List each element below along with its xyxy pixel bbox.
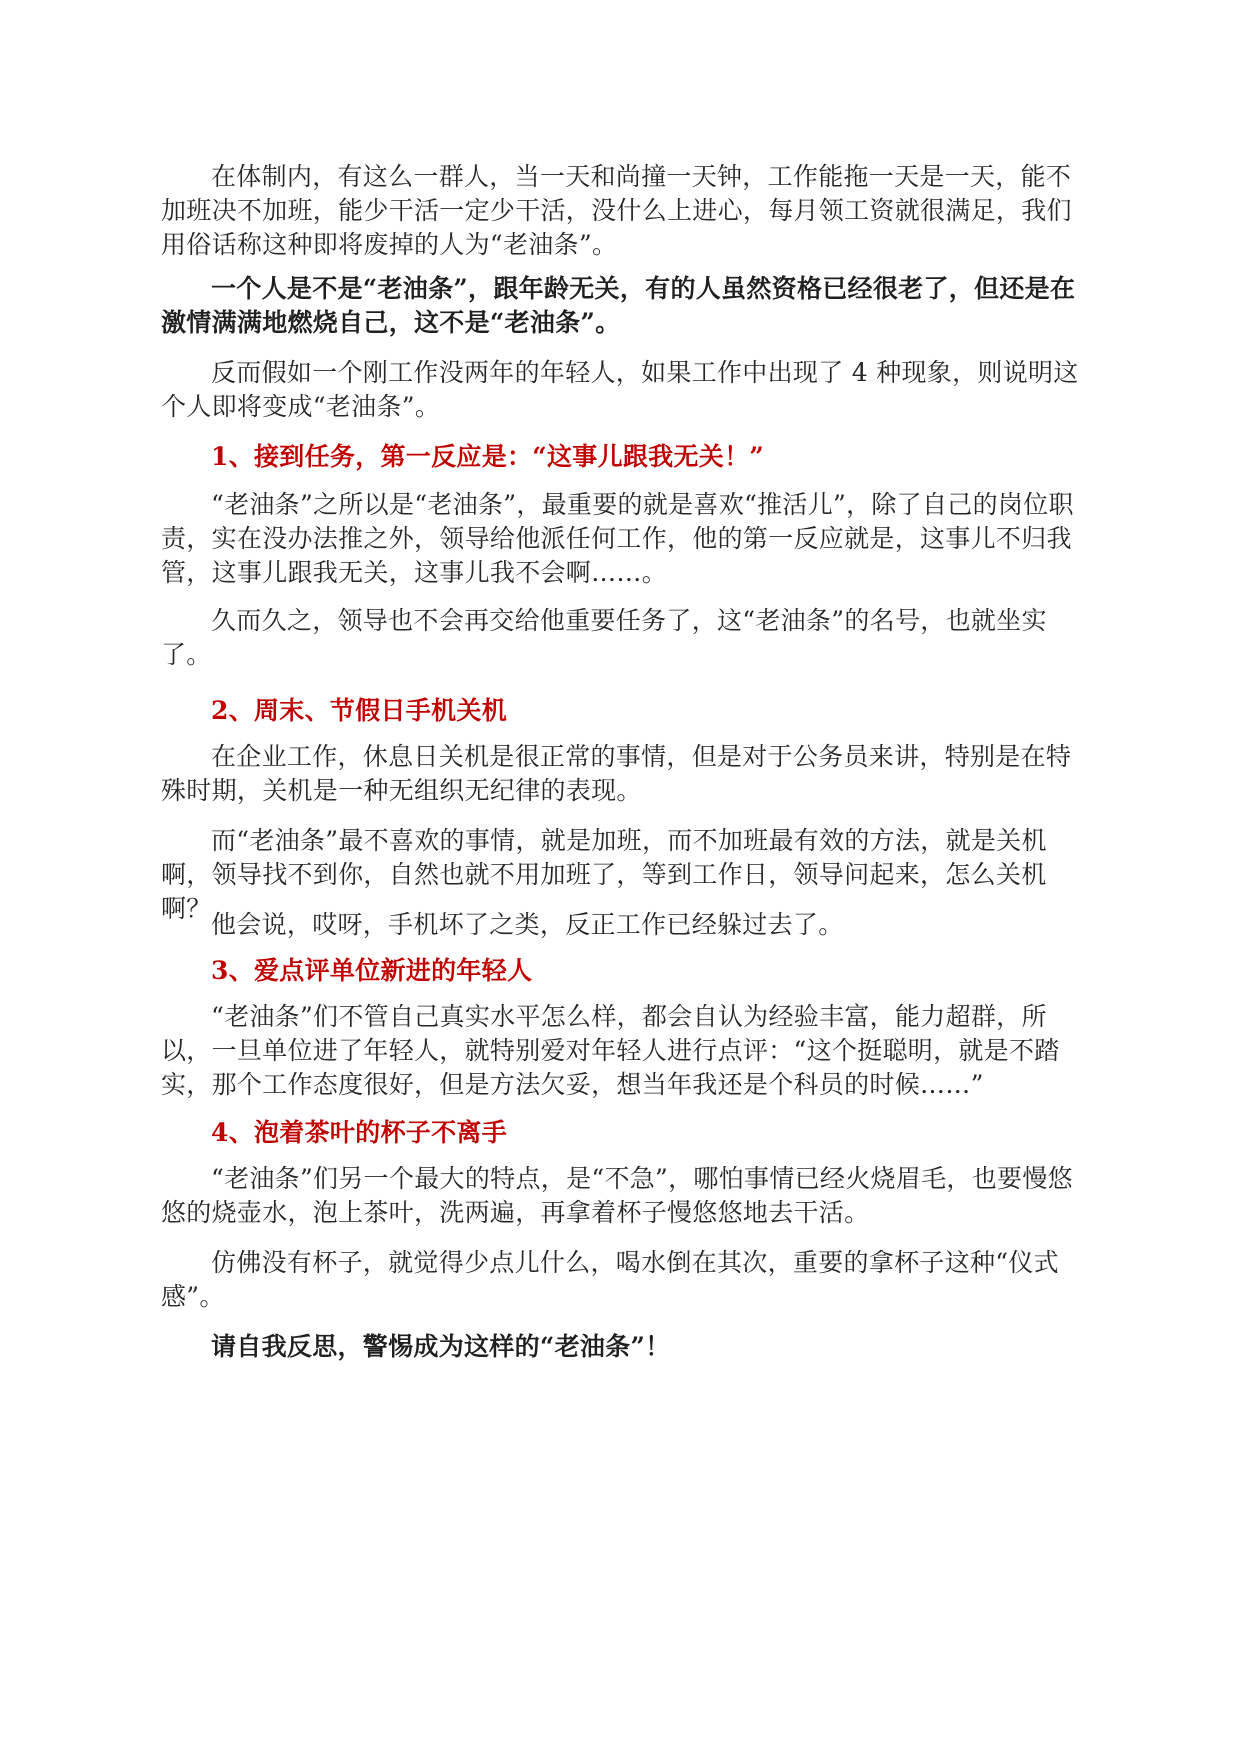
- paragraph-sign-2-result: 他会说，哎呀，手机坏了之类，反正工作已经躲过去了。: [211, 910, 844, 939]
- paragraph-sign-2-detail: 而“老油条”最不喜欢的事情，就是加班，而不加班最有效的方法，就是关机啊，领导找不到你，自然也就不用加班了，等到工作日，领导问起来，怎么关机啊？: [161, 826, 1047, 923]
- paragraph-intro: 在体制内，有这么一群人，当一天和尚撞一天钟，工作能拖一天是一天，能不加班决不加班，能少干活一定少干活，没什么上进心，每月领工资就很满足，我们用俗话称这种即将废掉的人为“老油条”。: [161, 162, 1072, 259]
- heading-sign-2: 2、周末、节假日手机关机: [211, 696, 507, 725]
- paragraph-sign-1-result: 久而久之，领导也不会再交给他重要任务了，这“老油条”的名号，也就坐实了。: [161, 606, 1047, 669]
- heading-sign-4: 4、泡着茶叶的杯子不离手: [211, 1118, 507, 1147]
- heading-sign-1: 1、接到任务，第一反应是：“这事儿跟我无关！”: [211, 442, 765, 471]
- paragraph-sign-3-body: “老油条”们不管自己真实水平怎么样，都会自认为经验丰富，能力超群，所以，一旦单位进了年轻人，就特别爱对年轻人进行点评：“这个挺聪明，就是不踏实，那个工作态度很好，但是方法欠妥，想当年我还是个科员的时候……”: [161, 1002, 1060, 1099]
- paragraph-conclusion: 请自我反思，警惕成为这样的“老油条”！: [211, 1332, 671, 1361]
- paragraph-sign-4-body: “老油条”们另一个最大的特点，是“不急”，哪怕事情已经火烧眉毛，也要慢悠悠的烧壶水，泡上茶叶，洗两遍，再拿着杯子慢悠悠地去干活。: [161, 1164, 1073, 1227]
- paragraph-transition: 反而假如一个刚工作没两年的年轻人，如果工作中出现了 4 种现象，则说明这个人即将变成“老油条”。: [161, 358, 1079, 421]
- heading-sign-3: 3、爱点评单位新进的年轻人: [211, 956, 533, 985]
- paragraph-sign-2-body: 在企业工作，休息日关机是很正常的事情，但是对于公务员来讲，特别是在特殊时期，关机是一种无组织无纪律的表现。: [161, 742, 1072, 805]
- paragraph-emphasis: 一个人是不是“老油条”，跟年龄无关，有的人虽然资格已经很老了，但还是在激情满满地燃烧自己，这不是“老油条”。: [161, 274, 1076, 337]
- paragraph-sign-1-body: “老油条”之所以是“老油条”，最重要的就是喜欢“推活儿”，除了自己的岗位职责，实在没办法推之外，领导给他派任何工作，他的第一反应就是，这事儿不归我管，这事儿跟我无关，这事儿我不会啊……。: [161, 490, 1074, 587]
- paragraph-sign-4-detail: 仿佛没有杯子，就觉得少点儿什么，喝水倒在其次，重要的拿杯子这种“仪式感”。: [161, 1248, 1059, 1311]
